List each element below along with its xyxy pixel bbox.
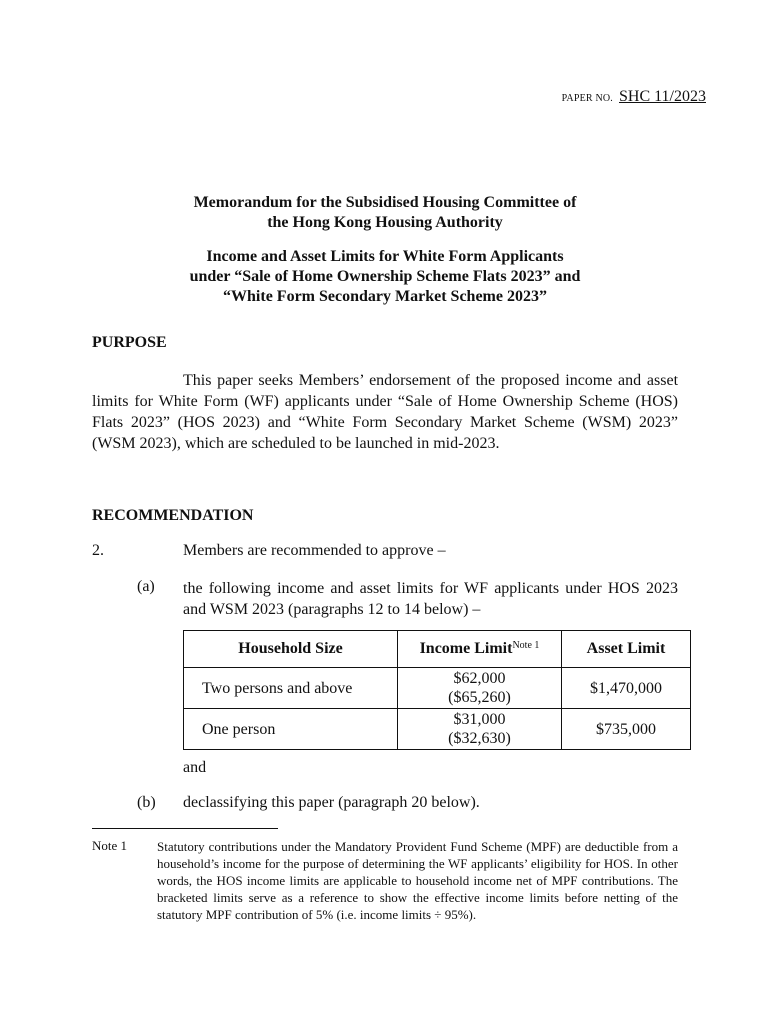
header-household-size: Household Size — [184, 631, 398, 668]
purpose-body: asset limits for White Form (WF) applicants under “Sale of Home Ownership Scheme (HOS) Flats 2023” (HOS 2023) and “White Form Secondary Market Scheme (WSM) 2023” (WSM 2023), which are scheduled to be launched in mid-2023. — [92, 372, 679, 452]
footnote-divider — [92, 828, 278, 829]
memo-title-line1: Memorandum for the Subsidised Housing Committee of — [193, 194, 577, 211]
cell-asset-limit: $735,000 — [562, 709, 691, 750]
purpose-first-line: This paper seeks Members’ endorsement of the proposed income and — [183, 372, 642, 389]
header-income-limit-label: Income Limit — [419, 640, 513, 657]
header-asset-limit: Asset Limit — [562, 631, 691, 668]
footnote-label: Note 1 — [92, 838, 128, 853]
purpose-paragraph — [92, 370, 678, 454]
memo-subtitle-line3: “White Form Secondary Market Scheme 2023” — [223, 288, 547, 305]
item-a-text: the following income and asset limits for WF applicants under HOS 2023 and WSM 2023 (paragraphs 12 to 14 below) – — [183, 580, 678, 618]
recommendation-intro: Members are recommended to approve – — [183, 542, 446, 559]
table-row — [184, 668, 691, 709]
paper-number-prefix: PAPER NO. — [561, 93, 614, 104]
cell-income-limit — [398, 709, 562, 750]
paper-number — [562, 88, 706, 106]
income-net-value: $31,000 — [453, 711, 506, 728]
purpose-heading: PURPOSE — [92, 334, 167, 351]
cell-income-limit — [398, 668, 562, 709]
table-header-row — [184, 631, 691, 668]
item-b-text: declassifying this paper (paragraph 20 below). — [183, 794, 480, 811]
header-income-limit — [398, 631, 562, 668]
cell-household-size: Two persons and above — [184, 668, 398, 709]
footnote-text: Statutory contributions under the Mandatory Provident Fund Scheme (MPF) are deductible from a household’s income for the purpose of determining the WF applicants’ eligibility for HOS. In other words, the HOS income limits are applicable to household income net of MPF contributions. The bracketed limits serve as a reference to show the effective income limits before netting of the statutory MPF contribution of 5% (i.e. income limits ÷ 95%). — [157, 839, 678, 922]
item-a-label: (a) — [137, 578, 155, 595]
table-row — [184, 709, 691, 750]
memo-subtitle-line1: Income and Asset Limits for White Form Applicants — [206, 248, 564, 265]
income-asset-limits-table — [183, 630, 691, 750]
memo-subtitle-line2: under “Sale of Home Ownership Scheme Flats 2023” and — [189, 268, 581, 285]
paper-number-value: SHC 11/2023 — [619, 88, 706, 105]
income-gross-value: ($65,260) — [448, 689, 511, 706]
conjunction-and: and — [183, 759, 207, 776]
recommendation-heading: RECOMMENDATION — [92, 507, 254, 524]
cell-household-size: One person — [184, 709, 398, 750]
income-net-value: $62,000 — [453, 670, 506, 687]
item-b-label: (b) — [137, 794, 156, 811]
memo-title-line2: the Hong Kong Housing Authority — [267, 214, 503, 231]
cell-asset-limit: $1,470,000 — [562, 668, 691, 709]
header-income-note-ref: Note 1 — [512, 640, 540, 651]
paragraph-number: 2. — [92, 542, 104, 559]
income-gross-value: ($32,630) — [448, 730, 511, 747]
